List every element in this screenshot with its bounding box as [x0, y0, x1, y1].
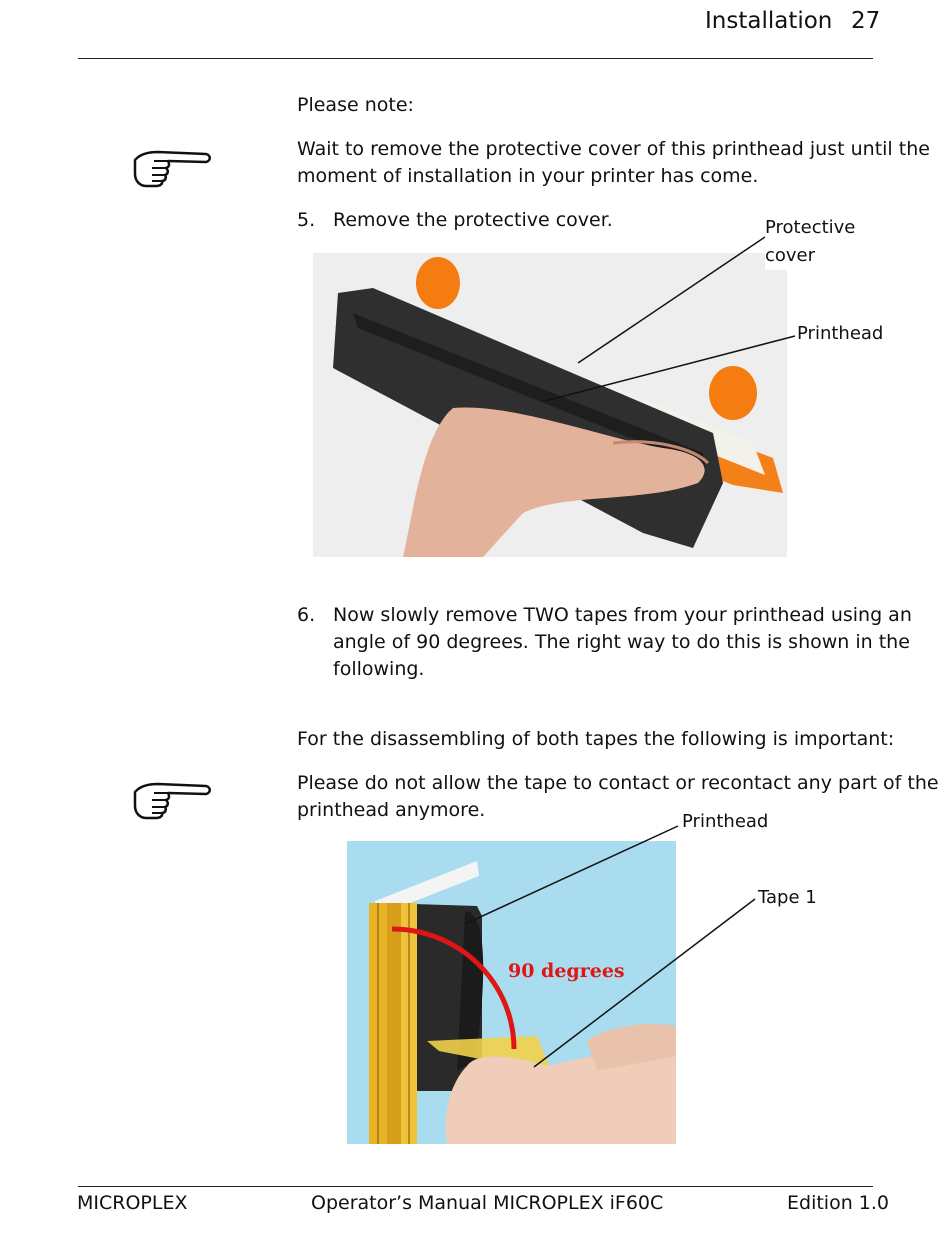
header-section-title: Installation — [705, 8, 833, 34]
callout-tape1: Tape 1 — [758, 884, 821, 912]
note2-text-line2: printhead anymore. — [297, 799, 486, 821]
page-number: 27 — [851, 8, 881, 34]
footer-brand: MICROPLEX — [77, 1192, 188, 1214]
footer-edition: Edition 1.0 — [787, 1192, 889, 1214]
callout-printhead-fig1: Printhead — [797, 320, 887, 348]
step5-number: 5. — [297, 209, 316, 231]
footer-manual-title: Operator’s Manual MICROPLEX iF60C — [311, 1192, 664, 1214]
angle-label: 90 degrees — [508, 960, 625, 982]
callout-protective-cover-line1: Protective — [765, 214, 859, 242]
note1-label: Please note: — [297, 94, 414, 116]
note1-text-line1: Wait to remove the protective cover of this printhead just until the — [297, 138, 930, 160]
step6-line2: angle of 90 degrees. The right way to do this is shown in the — [333, 631, 910, 653]
callout-printhead-fig2: Printhead — [682, 808, 772, 836]
note2-text-line1: Please do not allow the tape to contact or recontact any part of the — [297, 772, 939, 794]
footer-rule — [78, 1186, 873, 1187]
callout-protective-cover-line2: cover — [765, 242, 819, 270]
note1-text-line2: moment of installation in your printer has come. — [297, 165, 759, 187]
note2-intro: For the disassembling of both tapes the following is important: — [297, 728, 895, 750]
step6-line1: Now slowly remove TWO tapes from your printhead using an — [333, 604, 912, 626]
step6-line3: following. — [333, 658, 425, 680]
step5-text: Remove the protective cover. — [333, 209, 613, 231]
step6-number: 6. — [297, 604, 316, 626]
